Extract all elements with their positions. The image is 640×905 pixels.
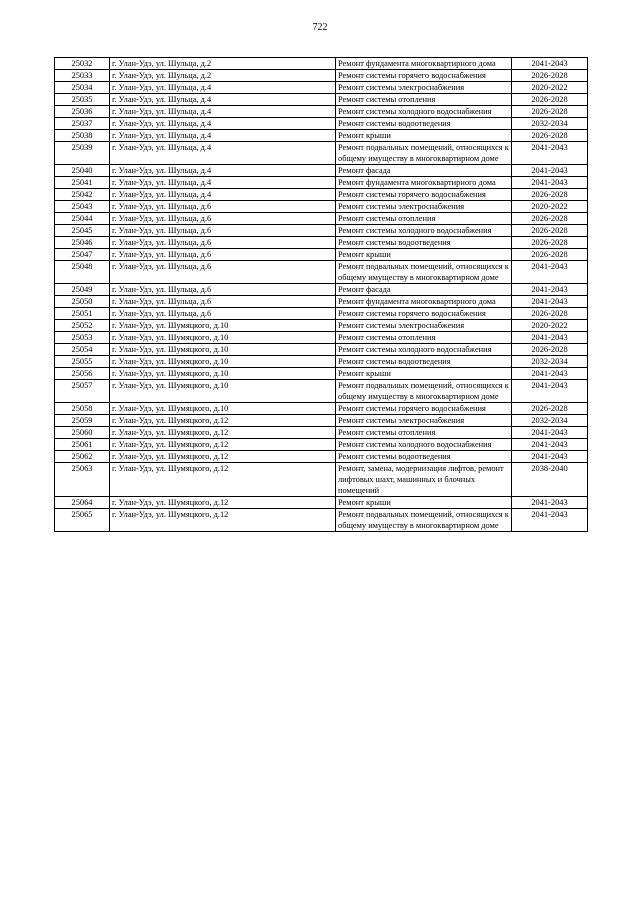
repair-schedule-table xyxy=(54,57,588,532)
address-cell: г. Улан-Удэ, ул. Шульца, д.6 xyxy=(110,261,336,284)
address-cell: г. Улан-Удэ, ул. Шульца, д.4 xyxy=(110,130,336,142)
table-row xyxy=(55,130,588,142)
address-cell: г. Улан-Удэ, ул. Шульца, д.6 xyxy=(110,201,336,213)
work-type-cell: Ремонт системы водоотведения xyxy=(336,356,512,368)
work-type-cell: Ремонт системы холодного водоснабжения xyxy=(336,344,512,356)
table-row xyxy=(55,296,588,308)
period-cell: 2041-2043 xyxy=(512,509,588,532)
address-cell: г. Улан-Удэ, ул. Шульца, д.6 xyxy=(110,284,336,296)
period-cell: 2026-2028 xyxy=(512,225,588,237)
work-type-cell: Ремонт системы холодного водоснабжения xyxy=(336,225,512,237)
work-type-cell: Ремонт подвальных помещений, относящихся к общему имуществу в многоквартирном доме xyxy=(336,380,512,403)
work-type-cell: Ремонт системы электроснабжения xyxy=(336,415,512,427)
table-row xyxy=(55,497,588,509)
row-id-cell: 25059 xyxy=(55,415,110,427)
row-id-cell: 25063 xyxy=(55,463,110,497)
work-type-cell: Ремонт системы горячего водоснабжения xyxy=(336,189,512,201)
address-cell: г. Улан-Удэ, ул. Шульца, д.6 xyxy=(110,237,336,249)
period-cell: 2041-2043 xyxy=(512,497,588,509)
address-cell: г. Улан-Удэ, ул. Шульца, д.4 xyxy=(110,142,336,165)
row-id-cell: 25049 xyxy=(55,284,110,296)
row-id-cell: 25045 xyxy=(55,225,110,237)
address-cell: г. Улан-Удэ, ул. Шульца, д.6 xyxy=(110,296,336,308)
period-cell: 2041-2043 xyxy=(512,332,588,344)
row-id-cell: 25057 xyxy=(55,380,110,403)
work-type-cell: Ремонт системы водоотведения xyxy=(336,118,512,130)
work-type-cell: Ремонт подвальных помещений, относящихся к общему имуществу в многоквартирном доме xyxy=(336,142,512,165)
address-cell: г. Улан-Удэ, ул. Шумяцкого, д.10 xyxy=(110,332,336,344)
address-cell: г. Улан-Удэ, ул. Шумяцкого, д.12 xyxy=(110,415,336,427)
table-row xyxy=(55,213,588,225)
row-id-cell: 25048 xyxy=(55,261,110,284)
address-cell: г. Улан-Удэ, ул. Шумяцкого, д.12 xyxy=(110,509,336,532)
table-row xyxy=(55,189,588,201)
table-row xyxy=(55,332,588,344)
address-cell: г. Улан-Удэ, ул. Шульца, д.4 xyxy=(110,106,336,118)
table-row xyxy=(55,320,588,332)
table-row xyxy=(55,356,588,368)
period-cell: 2041-2043 xyxy=(512,142,588,165)
row-id-cell: 25051 xyxy=(55,308,110,320)
table-row xyxy=(55,261,588,284)
period-cell: 2026-2028 xyxy=(512,189,588,201)
row-id-cell: 25036 xyxy=(55,106,110,118)
row-id-cell: 25060 xyxy=(55,427,110,439)
table-row xyxy=(55,142,588,165)
table-row xyxy=(55,201,588,213)
period-cell: 2041-2043 xyxy=(512,261,588,284)
work-type-cell: Ремонт системы горячего водоснабжения xyxy=(336,403,512,415)
table-row xyxy=(55,177,588,189)
row-id-cell: 25050 xyxy=(55,296,110,308)
period-cell: 2026-2028 xyxy=(512,106,588,118)
work-type-cell: Ремонт крыши xyxy=(336,368,512,380)
table-row xyxy=(55,439,588,451)
work-type-cell: Ремонт подвальных помещений, относящихся к общему имуществу в многоквартирном доме xyxy=(336,509,512,532)
period-cell: 2041-2043 xyxy=(512,368,588,380)
address-cell: г. Улан-Удэ, ул. Шульца, д.6 xyxy=(110,249,336,261)
period-cell: 2041-2043 xyxy=(512,439,588,451)
row-id-cell: 25065 xyxy=(55,509,110,532)
table-row xyxy=(55,451,588,463)
address-cell: г. Улан-Удэ, ул. Шумяцкого, д.10 xyxy=(110,320,336,332)
work-type-cell: Ремонт системы отопления xyxy=(336,94,512,106)
row-id-cell: 25035 xyxy=(55,94,110,106)
address-cell: г. Улан-Удэ, ул. Шульца, д.2 xyxy=(110,70,336,82)
table-row xyxy=(55,427,588,439)
work-type-cell: Ремонт крыши xyxy=(336,249,512,261)
period-cell: 2020-2022 xyxy=(512,201,588,213)
address-cell: г. Улан-Удэ, ул. Шульца, д.4 xyxy=(110,82,336,94)
table-row xyxy=(55,403,588,415)
address-cell: г. Улан-Удэ, ул. Шумяцкого, д.12 xyxy=(110,439,336,451)
row-id-cell: 25039 xyxy=(55,142,110,165)
period-cell: 2041-2043 xyxy=(512,284,588,296)
table-row xyxy=(55,284,588,296)
row-id-cell: 25054 xyxy=(55,344,110,356)
address-cell: г. Улан-Удэ, ул. Шульца, д.4 xyxy=(110,165,336,177)
work-type-cell: Ремонт системы холодного водоснабжения xyxy=(336,106,512,118)
period-cell: 2026-2028 xyxy=(512,237,588,249)
address-cell: г. Улан-Удэ, ул. Шумяцкого, д.10 xyxy=(110,403,336,415)
row-id-cell: 25053 xyxy=(55,332,110,344)
work-type-cell: Ремонт системы горячего водоснабжения xyxy=(336,70,512,82)
period-cell: 2032-2034 xyxy=(512,118,588,130)
period-cell: 2032-2034 xyxy=(512,415,588,427)
period-cell: 2026-2028 xyxy=(512,70,588,82)
address-cell: г. Улан-Удэ, ул. Шумяцкого, д.10 xyxy=(110,344,336,356)
work-type-cell: Ремонт системы отопления xyxy=(336,427,512,439)
work-type-cell: Ремонт фундамента многоквартирного дома xyxy=(336,58,512,70)
period-cell: 2041-2043 xyxy=(512,296,588,308)
work-type-cell: Ремонт системы отопления xyxy=(336,213,512,225)
table-row xyxy=(55,308,588,320)
address-cell: г. Улан-Удэ, ул. Шульца, д.4 xyxy=(110,118,336,130)
period-cell: 2038-2040 xyxy=(512,463,588,497)
work-type-cell: Ремонт системы горячего водоснабжения xyxy=(336,308,512,320)
period-cell: 2026-2028 xyxy=(512,344,588,356)
period-cell: 2041-2043 xyxy=(512,58,588,70)
work-type-cell: Ремонт подвальных помещений, относящихся к общему имуществу в многоквартирном доме xyxy=(336,261,512,284)
row-id-cell: 25052 xyxy=(55,320,110,332)
period-cell: 2041-2043 xyxy=(512,165,588,177)
row-id-cell: 25037 xyxy=(55,118,110,130)
work-type-cell: Ремонт фасада xyxy=(336,165,512,177)
work-type-cell: Ремонт системы холодного водоснабжения xyxy=(336,439,512,451)
page-number: 722 xyxy=(312,22,328,33)
table-row xyxy=(55,237,588,249)
address-cell: г. Улан-Удэ, ул. Шумяцкого, д.10 xyxy=(110,380,336,403)
work-type-cell: Ремонт системы электроснабжения xyxy=(336,320,512,332)
work-type-cell: Ремонт системы электроснабжения xyxy=(336,201,512,213)
table-row xyxy=(55,82,588,94)
table-row xyxy=(55,249,588,261)
period-cell: 2041-2043 xyxy=(512,380,588,403)
row-id-cell: 25032 xyxy=(55,58,110,70)
table-row xyxy=(55,225,588,237)
row-id-cell: 25041 xyxy=(55,177,110,189)
address-cell: г. Улан-Удэ, ул. Шульца, д.2 xyxy=(110,58,336,70)
address-cell: г. Улан-Удэ, ул. Шульца, д.4 xyxy=(110,177,336,189)
table-row xyxy=(55,344,588,356)
row-id-cell: 25056 xyxy=(55,368,110,380)
table-row xyxy=(55,415,588,427)
table-row xyxy=(55,94,588,106)
work-type-cell: Ремонт системы электроснабжения xyxy=(336,82,512,94)
period-cell: 2041-2043 xyxy=(512,451,588,463)
row-id-cell: 25034 xyxy=(55,82,110,94)
table-row xyxy=(55,509,588,532)
period-cell: 2032-2034 xyxy=(512,356,588,368)
address-cell: г. Улан-Удэ, ул. Шульца, д.6 xyxy=(110,225,336,237)
table-row xyxy=(55,463,588,497)
period-cell: 2026-2028 xyxy=(512,308,588,320)
work-type-cell: Ремонт, замена, модернизация лифтов, ремонт лифтовых шахт, машинных и блочных помещений xyxy=(336,463,512,497)
row-id-cell: 25042 xyxy=(55,189,110,201)
row-id-cell: 25033 xyxy=(55,70,110,82)
row-id-cell: 25055 xyxy=(55,356,110,368)
work-type-cell: Ремонт фундамента многоквартирного дома xyxy=(336,296,512,308)
row-id-cell: 25062 xyxy=(55,451,110,463)
work-type-cell: Ремонт фундамента многоквартирного дома xyxy=(336,177,512,189)
period-cell: 2041-2043 xyxy=(512,427,588,439)
table-row xyxy=(55,58,588,70)
row-id-cell: 25064 xyxy=(55,497,110,509)
table-row xyxy=(55,70,588,82)
address-cell: г. Улан-Удэ, ул. Шульца, д.4 xyxy=(110,189,336,201)
row-id-cell: 25061 xyxy=(55,439,110,451)
period-cell: 2026-2028 xyxy=(512,249,588,261)
table-row xyxy=(55,165,588,177)
work-type-cell: Ремонт крыши xyxy=(336,130,512,142)
row-id-cell: 25047 xyxy=(55,249,110,261)
row-id-cell: 25040 xyxy=(55,165,110,177)
work-type-cell: Ремонт системы водоотведения xyxy=(336,451,512,463)
table-row xyxy=(55,380,588,403)
table-row xyxy=(55,118,588,130)
period-cell: 2026-2028 xyxy=(512,94,588,106)
address-cell: г. Улан-Удэ, ул. Шульца, д.4 xyxy=(110,94,336,106)
work-type-cell: Ремонт системы отопления xyxy=(336,332,512,344)
period-cell: 2020-2022 xyxy=(512,82,588,94)
address-cell: г. Улан-Удэ, ул. Шумяцкого, д.12 xyxy=(110,497,336,509)
period-cell: 2026-2028 xyxy=(512,403,588,415)
row-id-cell: 25058 xyxy=(55,403,110,415)
work-type-cell: Ремонт фасада xyxy=(336,284,512,296)
work-type-cell: Ремонт системы водоотведения xyxy=(336,237,512,249)
row-id-cell: 25038 xyxy=(55,130,110,142)
address-cell: г. Улан-Удэ, ул. Шумяцкого, д.12 xyxy=(110,463,336,497)
period-cell: 2020-2022 xyxy=(512,320,588,332)
row-id-cell: 25043 xyxy=(55,201,110,213)
row-id-cell: 25046 xyxy=(55,237,110,249)
address-cell: г. Улан-Удэ, ул. Шульца, д.6 xyxy=(110,308,336,320)
row-id-cell: 25044 xyxy=(55,213,110,225)
table-row xyxy=(55,368,588,380)
address-cell: г. Улан-Удэ, ул. Шумяцкого, д.12 xyxy=(110,427,336,439)
address-cell: г. Улан-Удэ, ул. Шумяцкого, д.12 xyxy=(110,451,336,463)
address-cell: г. Улан-Удэ, ул. Шульца, д.6 xyxy=(110,213,336,225)
period-cell: 2041-2043 xyxy=(512,177,588,189)
period-cell: 2026-2028 xyxy=(512,213,588,225)
table-row xyxy=(55,106,588,118)
work-type-cell: Ремонт крыши xyxy=(336,497,512,509)
address-cell: г. Улан-Удэ, ул. Шумяцкого, д.10 xyxy=(110,356,336,368)
period-cell: 2026-2028 xyxy=(512,130,588,142)
address-cell: г. Улан-Удэ, ул. Шумяцкого, д.10 xyxy=(110,368,336,380)
